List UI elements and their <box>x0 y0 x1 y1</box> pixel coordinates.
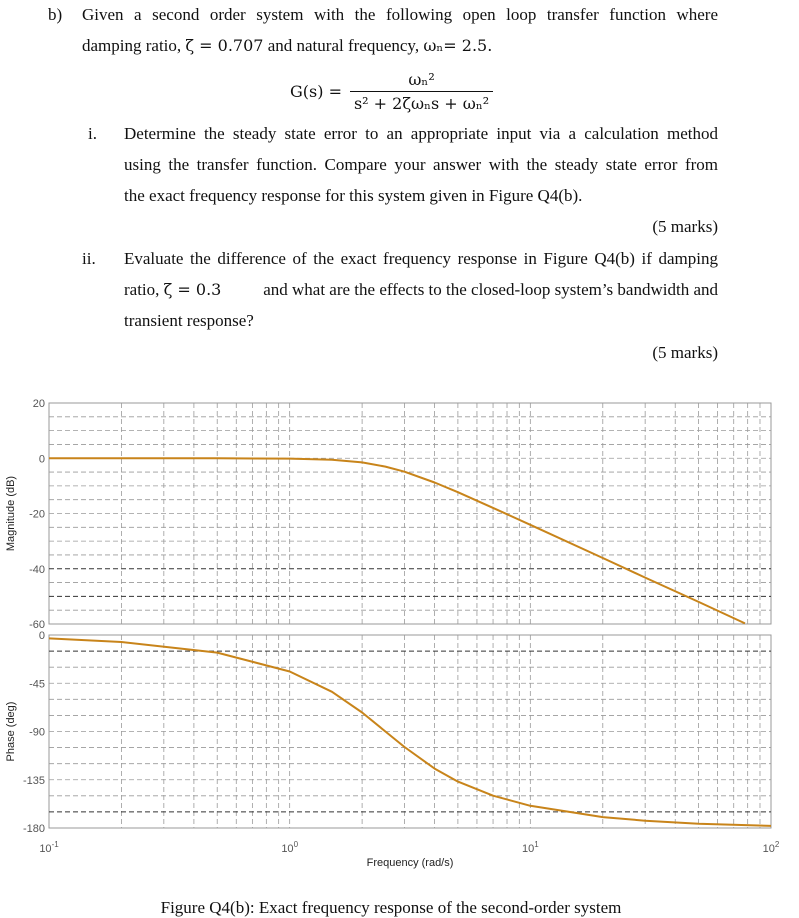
part-i-marks: (5 marks) <box>652 217 718 236</box>
wn-value: ωₙ= 2.5. <box>423 36 493 55</box>
xtick-label: $10^0$ <box>281 840 299 855</box>
magnitude-ylabel: Magnitude (dB) <box>5 475 17 552</box>
phase-ytick-label: -90 <box>29 726 45 739</box>
equation-lhs: G(s) = <box>290 82 342 101</box>
phase-ytick-label: 0 <box>38 630 45 642</box>
xtick-label: $10^{-1}$ <box>39 840 59 855</box>
question-label: b) <box>48 5 63 24</box>
magnitude-ytick-label: -60 <box>29 619 45 631</box>
part-ii-line2-rest: and what are the effects to the closed-loop system’s bandwidth and <box>263 280 718 299</box>
magnitude-ytick-label: -20 <box>29 508 45 521</box>
phase-ytick-label: -135 <box>22 774 45 787</box>
magnitude-ytick-label: -40 <box>29 563 45 576</box>
magnitude-ytick-label: 0 <box>38 453 45 466</box>
intro-text-b: and natural frequency, <box>263 36 424 55</box>
xtick-label: $10^2$ <box>762 840 780 855</box>
part-ii-line: Evaluate the difference of the exact frequency response in Figure Q4(b) if damping <box>124 249 718 268</box>
phase-ytick-label: -180 <box>22 823 45 835</box>
equation-numerator: ωₙ² <box>408 70 435 89</box>
magnitude-ytick-label: 20 <box>32 398 45 410</box>
part-ii-marks: (5 marks) <box>652 343 718 362</box>
equation-denominator: s² + 2ζωₙs + ωₙ² <box>350 91 493 113</box>
part-i-label: i. <box>88 124 97 143</box>
figure-caption: Figure Q4(b): Exact frequency response of the second-order system <box>160 898 622 917</box>
part-ii-line: transient response? <box>124 311 254 330</box>
x-axis-label: Frequency (rad/s) <box>366 857 454 869</box>
intro-text-a: damping ratio, <box>82 36 186 55</box>
part-i-line: Determine the steady state error to an appropriate input via a calculation method <box>124 124 718 143</box>
part-i-line: using the transfer function. Compare your answer with the steady state error from <box>124 155 718 174</box>
phase-ylabel: Phase (deg) <box>5 701 17 762</box>
part-ii-prefix: ratio, <box>124 280 164 299</box>
part-ii-label: ii. <box>82 249 96 268</box>
part-ii-zeta: ζ = 0.3 <box>163 280 222 299</box>
zeta-value: ζ = 0.707 <box>185 36 264 55</box>
question-intro-line1: Given a second order system with the following open loop transfer function where <box>82 5 718 24</box>
xtick-label: $10^1$ <box>521 840 539 855</box>
part-i-line: the exact frequency response for this system given in Figure Q4(b). <box>124 186 583 205</box>
phase-ytick-label: -45 <box>29 678 45 691</box>
